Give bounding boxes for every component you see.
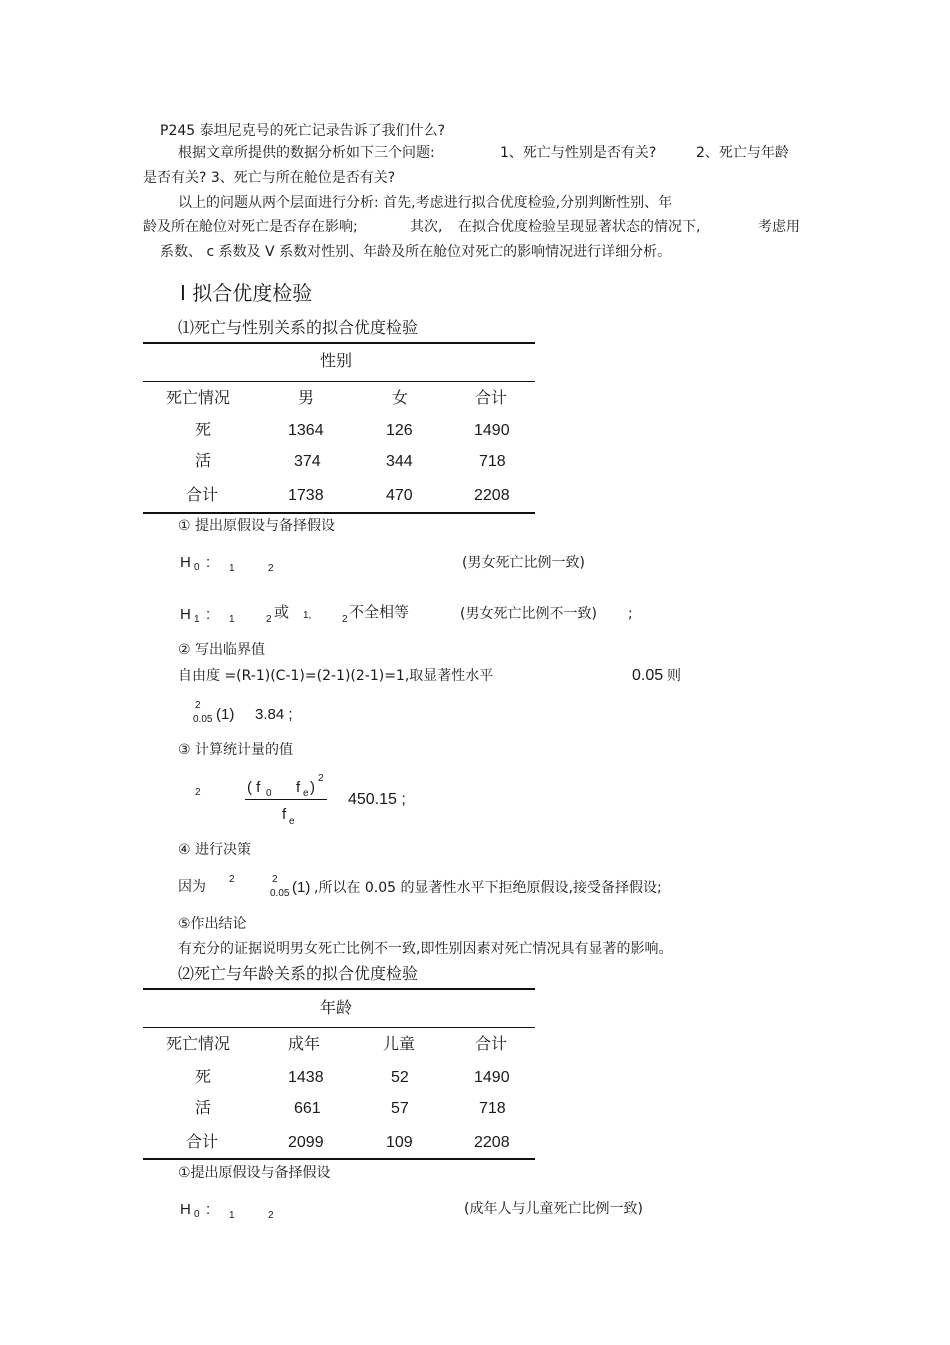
- h0-colon: :: [206, 554, 211, 571]
- table-cell: 126: [386, 422, 413, 439]
- table-cell: 合计: [186, 1132, 219, 1151]
- table-header-cell: 女: [392, 388, 409, 407]
- h0-param-1: 1: [229, 1210, 235, 1221]
- h0-colon: :: [206, 1201, 211, 1218]
- numerator-open: ( f: [247, 779, 261, 796]
- intro-line-3: 以上的问题从两个层面进行分析: 首先,考虑进行拟合优度检验,分别判断性别、年: [178, 195, 673, 211]
- intro-line-1a: 根据文章所提供的数据分析如下三个问题:: [178, 145, 435, 161]
- step-2-heading: ② 写出临界值: [178, 642, 266, 658]
- decision-superscript-2: 2: [272, 874, 278, 885]
- intro-line-4c: 在拟合优度检验呈现显著状态的情况下,: [458, 219, 701, 235]
- table-cell: 52: [391, 1069, 409, 1086]
- table-cell: 1438: [288, 1069, 324, 1086]
- h0-label: H: [180, 1201, 191, 1218]
- table-cell: 57: [391, 1100, 409, 1117]
- numerator-close: ): [310, 779, 315, 796]
- table-top-rule: [143, 988, 535, 990]
- table-cell: 1738: [288, 487, 324, 504]
- h1-colon: :: [206, 606, 211, 623]
- table-cell: 470: [386, 487, 413, 504]
- table-group-header: 年龄: [320, 998, 353, 1017]
- significance-level: 0.05: [632, 667, 664, 684]
- table-header-cell: 死亡情况: [166, 388, 231, 407]
- critical-subscript: 0.05: [193, 714, 213, 725]
- h0-param-1: 1: [229, 563, 235, 574]
- step-3-heading: ③ 计算统计量的值: [178, 742, 294, 758]
- critical-superscript: 2: [195, 700, 201, 711]
- table-header-cell: 合计: [475, 1034, 508, 1053]
- table-cell: 2208: [474, 487, 510, 504]
- fraction-bar: [245, 799, 327, 800]
- subsection-heading-gender: ⑴死亡与性别关系的拟合优度检验: [178, 318, 419, 337]
- h0-note: (男女死亡比例一致): [462, 555, 585, 571]
- h0-label: H: [180, 554, 191, 571]
- table-cell: 109: [386, 1134, 413, 1151]
- table-group-header: 性别: [320, 351, 353, 370]
- h1-note: (男女死亡比例不一致): [460, 606, 597, 622]
- h1-param-2: 2: [266, 614, 272, 625]
- intro-line-1c: 2、死亡与年龄: [696, 145, 789, 161]
- decision-superscript-1: 2: [229, 874, 235, 885]
- table-cell: 2208: [474, 1134, 510, 1151]
- subsection-heading-age: ⑵死亡与年龄关系的拟合优度检验: [178, 964, 419, 983]
- table-cell: 合计: [186, 485, 219, 504]
- table-cell: 374: [294, 453, 321, 470]
- table-cell: 死: [195, 420, 212, 439]
- numerator-fe-subscript: e: [303, 788, 309, 799]
- h0-param-2: 2: [268, 563, 274, 574]
- table-cell: 344: [386, 453, 413, 470]
- intro-line-4d: 考虑用: [758, 219, 800, 235]
- table-cell: 1364: [288, 422, 324, 439]
- table-cell: 死: [195, 1067, 212, 1086]
- h0-subscript: 0: [194, 1209, 200, 1220]
- significance-suffix: 则: [667, 668, 681, 684]
- table-cell: 活: [195, 451, 212, 470]
- decision-subscript: 0.05: [270, 888, 290, 899]
- conclusion-text: 有充分的证据说明男女死亡比例不一致,即性别因素对死亡情况具有显著的影响。: [178, 941, 673, 957]
- table-header-rule: [143, 381, 535, 382]
- h0-param-2: 2: [268, 1210, 274, 1221]
- decision-prefix: 因为: [178, 879, 206, 895]
- table-header-cell: 男: [298, 388, 315, 407]
- table-cell: 718: [479, 453, 506, 470]
- decision-arg: (1): [292, 879, 311, 896]
- table-bottom-rule: [143, 1158, 535, 1160]
- intro-line-4a: 龄及所在舱位对死亡是否存在影响;: [143, 219, 358, 235]
- step-4-heading: ④ 进行决策: [178, 842, 252, 858]
- intro-line-1b: 1、死亡与性别是否有关?: [500, 145, 657, 161]
- decision-text: ,所以在 0.05 的显著性水平下拒绝原假设,接受备择假设;: [314, 880, 662, 896]
- h1-label: H: [180, 606, 191, 623]
- h0-note: (成年人与儿童死亡比例一致): [464, 1201, 643, 1217]
- intro-title: P245 泰坦尼克号的死亡记录告诉了我们什么?: [160, 123, 446, 139]
- table-header-cell: 合计: [475, 388, 508, 407]
- table-top-rule: [143, 342, 535, 344]
- denominator: f: [282, 806, 287, 823]
- table-cell: 661: [294, 1100, 321, 1117]
- denominator-subscript: e: [289, 816, 295, 827]
- table-header-cell: 儿童: [383, 1034, 416, 1053]
- h1-semicolon: ;: [628, 606, 633, 622]
- degrees-of-freedom-line: 自由度 =(R-1)(C-1)=(2-1)(2-1)=1,取显著性水平: [178, 668, 494, 684]
- h1-param-1: 1: [229, 614, 235, 625]
- h1-not-equal: 不全相等: [349, 603, 410, 621]
- age-step-1-heading: ①提出原假设与备择假设: [178, 1165, 331, 1181]
- h1-param-4: 2: [342, 614, 348, 625]
- table-bottom-rule: [143, 512, 535, 514]
- table-cell: 718: [479, 1100, 506, 1117]
- table-cell: 2099: [288, 1134, 324, 1151]
- table-header-rule: [143, 1027, 535, 1028]
- intro-line-5: 系数、 c 系数及 V 系数对性别、年龄及所在舱位对死亡的影响情况进行详细分析。: [160, 244, 672, 260]
- table-cell: 1490: [474, 1069, 510, 1086]
- h1-or: 或: [274, 603, 290, 621]
- intro-line-4b: 其次,: [410, 219, 443, 235]
- step-1-heading: ① 提出原假设与备择假设: [178, 518, 336, 534]
- table-cell: 1490: [474, 422, 510, 439]
- numerator-superscript: 2: [318, 773, 324, 784]
- numerator-fe: f: [296, 779, 301, 796]
- chi-superscript: 2: [195, 787, 201, 798]
- h0-subscript: 0: [194, 562, 200, 573]
- chi-square-value: 450.15 ;: [348, 791, 406, 808]
- numerator-f0-subscript: 0: [266, 788, 272, 799]
- table-cell: 活: [195, 1098, 212, 1117]
- h1-subscript: 1: [194, 614, 200, 625]
- critical-value-text: 3.84 ;: [255, 706, 293, 723]
- intro-line-2: 是否有关? 3、死亡与所在舱位是否有关?: [143, 170, 396, 186]
- critical-arg: (1): [216, 706, 235, 723]
- step-5-heading: ⑤作出结论: [178, 916, 247, 932]
- table-header-cell: 死亡情况: [166, 1034, 231, 1053]
- h1-param-3: 1,: [303, 610, 312, 621]
- table-header-cell: 成年: [288, 1034, 321, 1053]
- section-heading: Ⅰ 拟合优度检验: [180, 281, 313, 305]
